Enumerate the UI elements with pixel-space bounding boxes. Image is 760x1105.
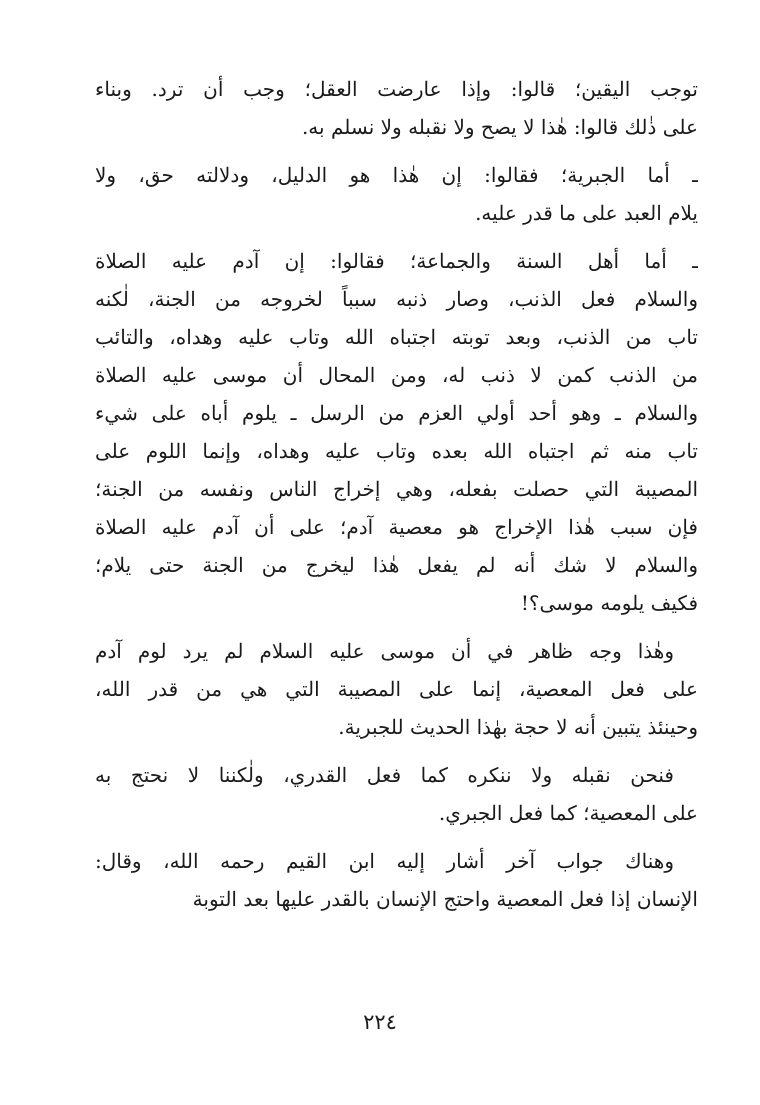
paragraph — [95, 242, 698, 622]
text-line: والسلام لا شك أنه لم يفعل هٰذا ليخرج من الجنة حتى يلام؛ — [95, 553, 698, 577]
paragraph — [95, 756, 698, 832]
text-line: الإنسان إذا فعل المعصية واحتج الإنسان بالقدر عليها بعد التوبة — [192, 887, 698, 911]
text-line: وهٰذا وجه ظاهر في أن موسى عليه السلام لم يرد لوم آدم — [95, 639, 674, 663]
page-number: ٢٢٤ — [363, 1010, 397, 1034]
paragraph — [95, 70, 698, 146]
text-line: وحينئذ يتبين أنه لا حجة بهٰذا الحديث للجبرية. — [338, 715, 698, 739]
text-line: والسلام ـ وهو أحد أولي العزم من الرسل ـ يلوم أباه على شيء — [95, 401, 698, 425]
text-line: على فعل المعصية، إنما على المصيبة التي هي من قدر الله، — [95, 677, 698, 701]
text-line: من الذنب كمن لا ذنب له، ومن المحال أن موسى عليه الصلاة — [95, 363, 698, 387]
text-line: فإن سبب هٰذا الإخراج هو معصية آدم؛ على أن آدم عليه الصلاة — [95, 515, 698, 539]
text-line: المصيبة التي حصلت بفعله، وهي إخراج الناس ونفسه من الجنة؛ — [95, 477, 698, 501]
text-line: فنحن نقبله ولا ننكره كما فعل القدري، ولٰكننا لا نحتج به — [95, 763, 674, 787]
text-line: تاب من الذنب، وبعد توبته اجتباه الله وتاب عليه وهداه، والتائب — [95, 325, 698, 349]
text-line: ـ أما أهل السنة والجماعة؛ فقالوا: إن آدم عليه الصلاة — [95, 249, 698, 273]
text-line: والسلام فعل الذنب، وصار ذنبه سبباً لخروجه من الجنة، لٰكنه — [95, 287, 698, 311]
text-line: فكيف يلومه موسى؟! — [520, 591, 698, 615]
text-line: تاب منه ثم اجتباه الله بعده وتاب عليه وهداه، وإنما اللوم على — [95, 439, 698, 463]
text-line: يلام العبد على ما قدر عليه. — [475, 201, 698, 225]
paragraph — [95, 842, 698, 918]
text-line: وهناك جواب آخر أشار إليه ابن القيم رحمه الله، وقال: — [95, 849, 674, 873]
text-line: على المعصية؛ كما فعل الجبري. — [438, 801, 698, 825]
text-line: توجب اليقين؛ قالوا: وإذا عارضت العقل؛ وجب أن ترد. وبناء — [95, 77, 698, 101]
text-line: ـ أما الجبرية؛ فقالوا: إن هٰذا هو الدليل، ودلالته حق، ولا — [95, 163, 698, 187]
text-line: على ذٰلك قالوا: هٰذا لا يصح ولا نقبله ولا نسلم به. — [301, 115, 698, 139]
body-text — [95, 70, 698, 928]
paragraph — [95, 156, 698, 232]
paragraph — [95, 632, 698, 746]
